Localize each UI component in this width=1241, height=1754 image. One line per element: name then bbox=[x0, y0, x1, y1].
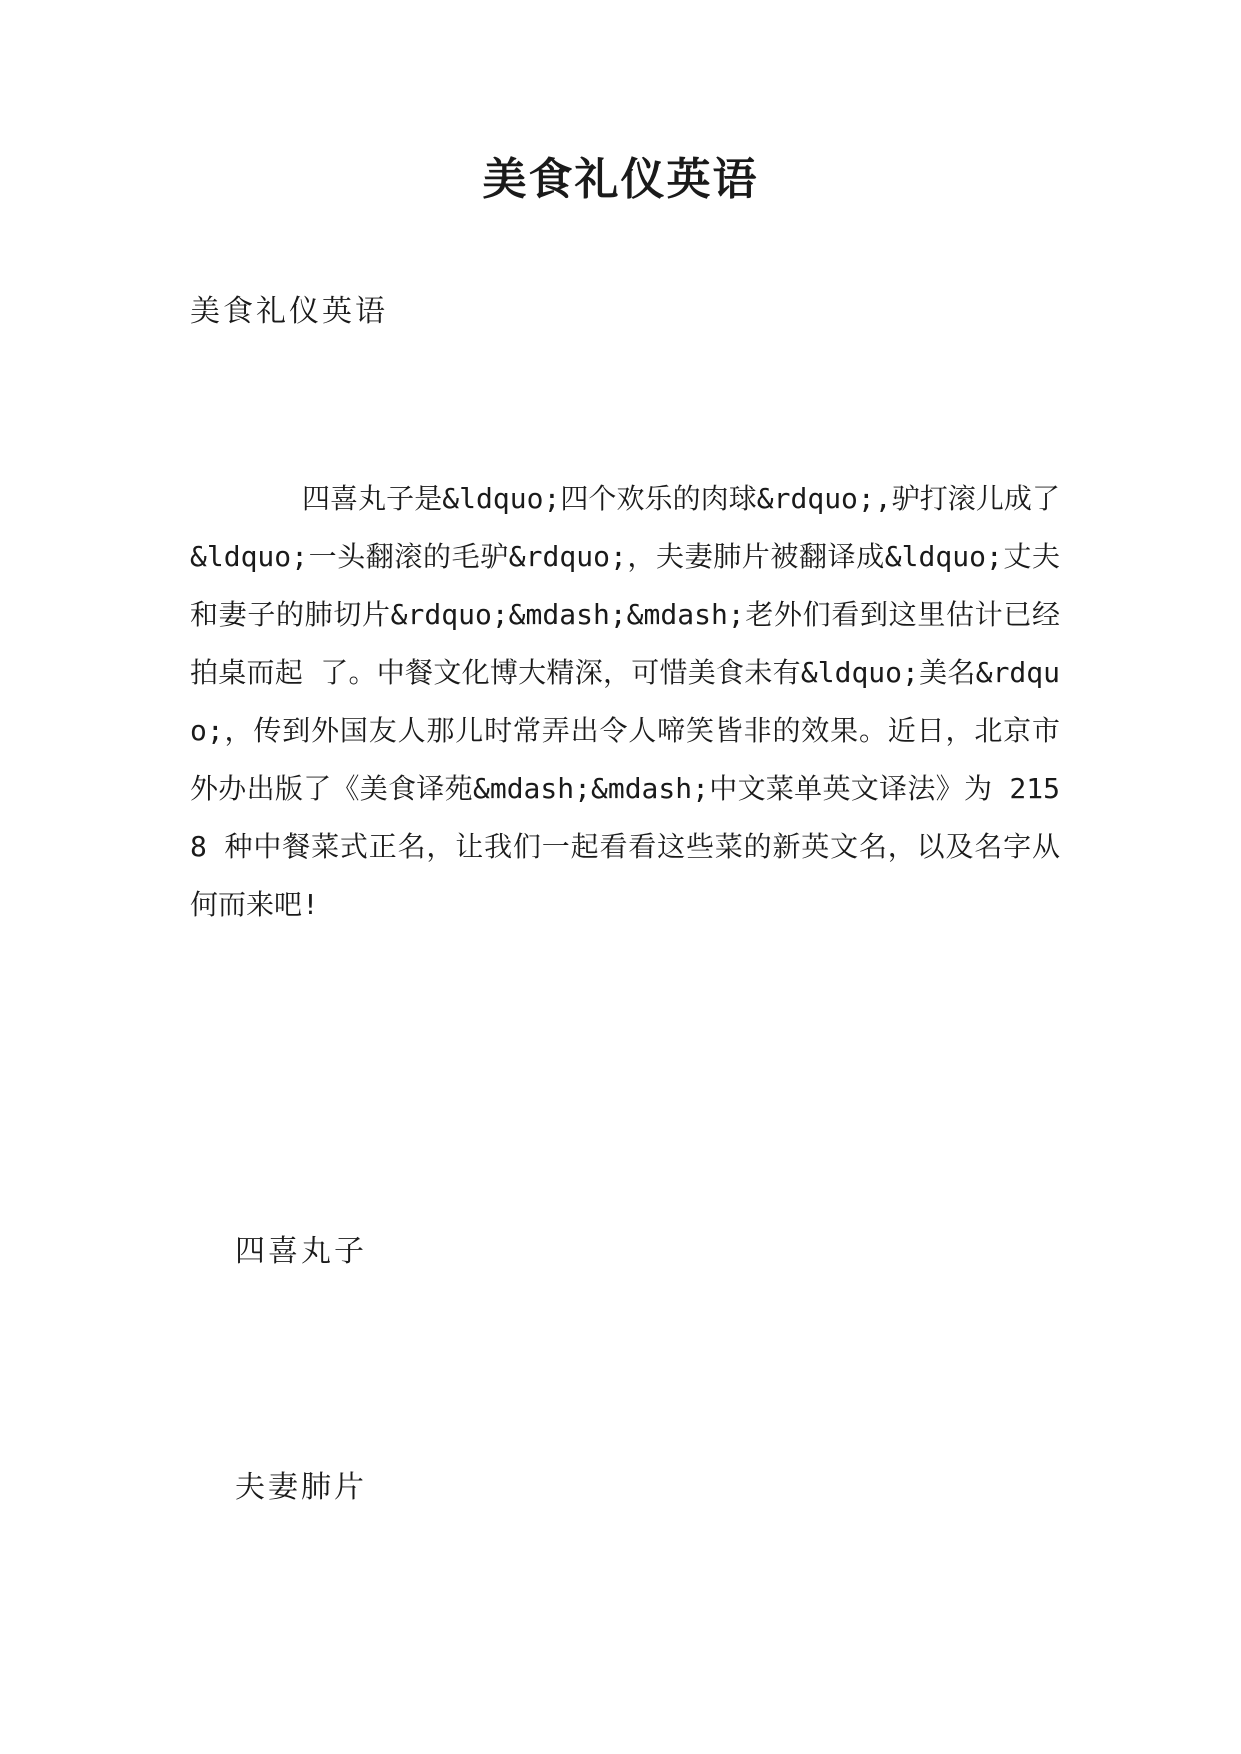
dish-heading-sixi-wanzi: 四喜丸子 bbox=[235, 1234, 367, 1269]
document-subtitle: 美食礼仪英语 bbox=[190, 294, 388, 329]
page-title: 美食礼仪英语 bbox=[482, 154, 759, 205]
dish-heading-fuqi-feipian: 夫妻肺片 bbox=[235, 1470, 367, 1505]
intro-paragraph: 四喜丸子是&ldquo;四个欢乐的肉球&rdquo;,驴打滚儿成了&ldquo;一头翻滚的毛驴&rdquo;，夫妻肺片被翻译成&ldquo;丈夫和妻子的肺切片&rdquo;&mdash;&mdash;老外们看到这里估计已经拍桌而起 了。中餐文化博大精深，可惜美食未有&ldquo;美名&rdquo;，传到外国友人那儿时常弄出令人啼笑皆非的效果。近日，北京市外办出版了《美食译苑&mdash;&mdash;中文菜单英文译法》为 2158 种中餐菜式正名，让我们一起看看这些菜的新英文名，以及名字从何而来吧! bbox=[190, 482, 1060, 921]
